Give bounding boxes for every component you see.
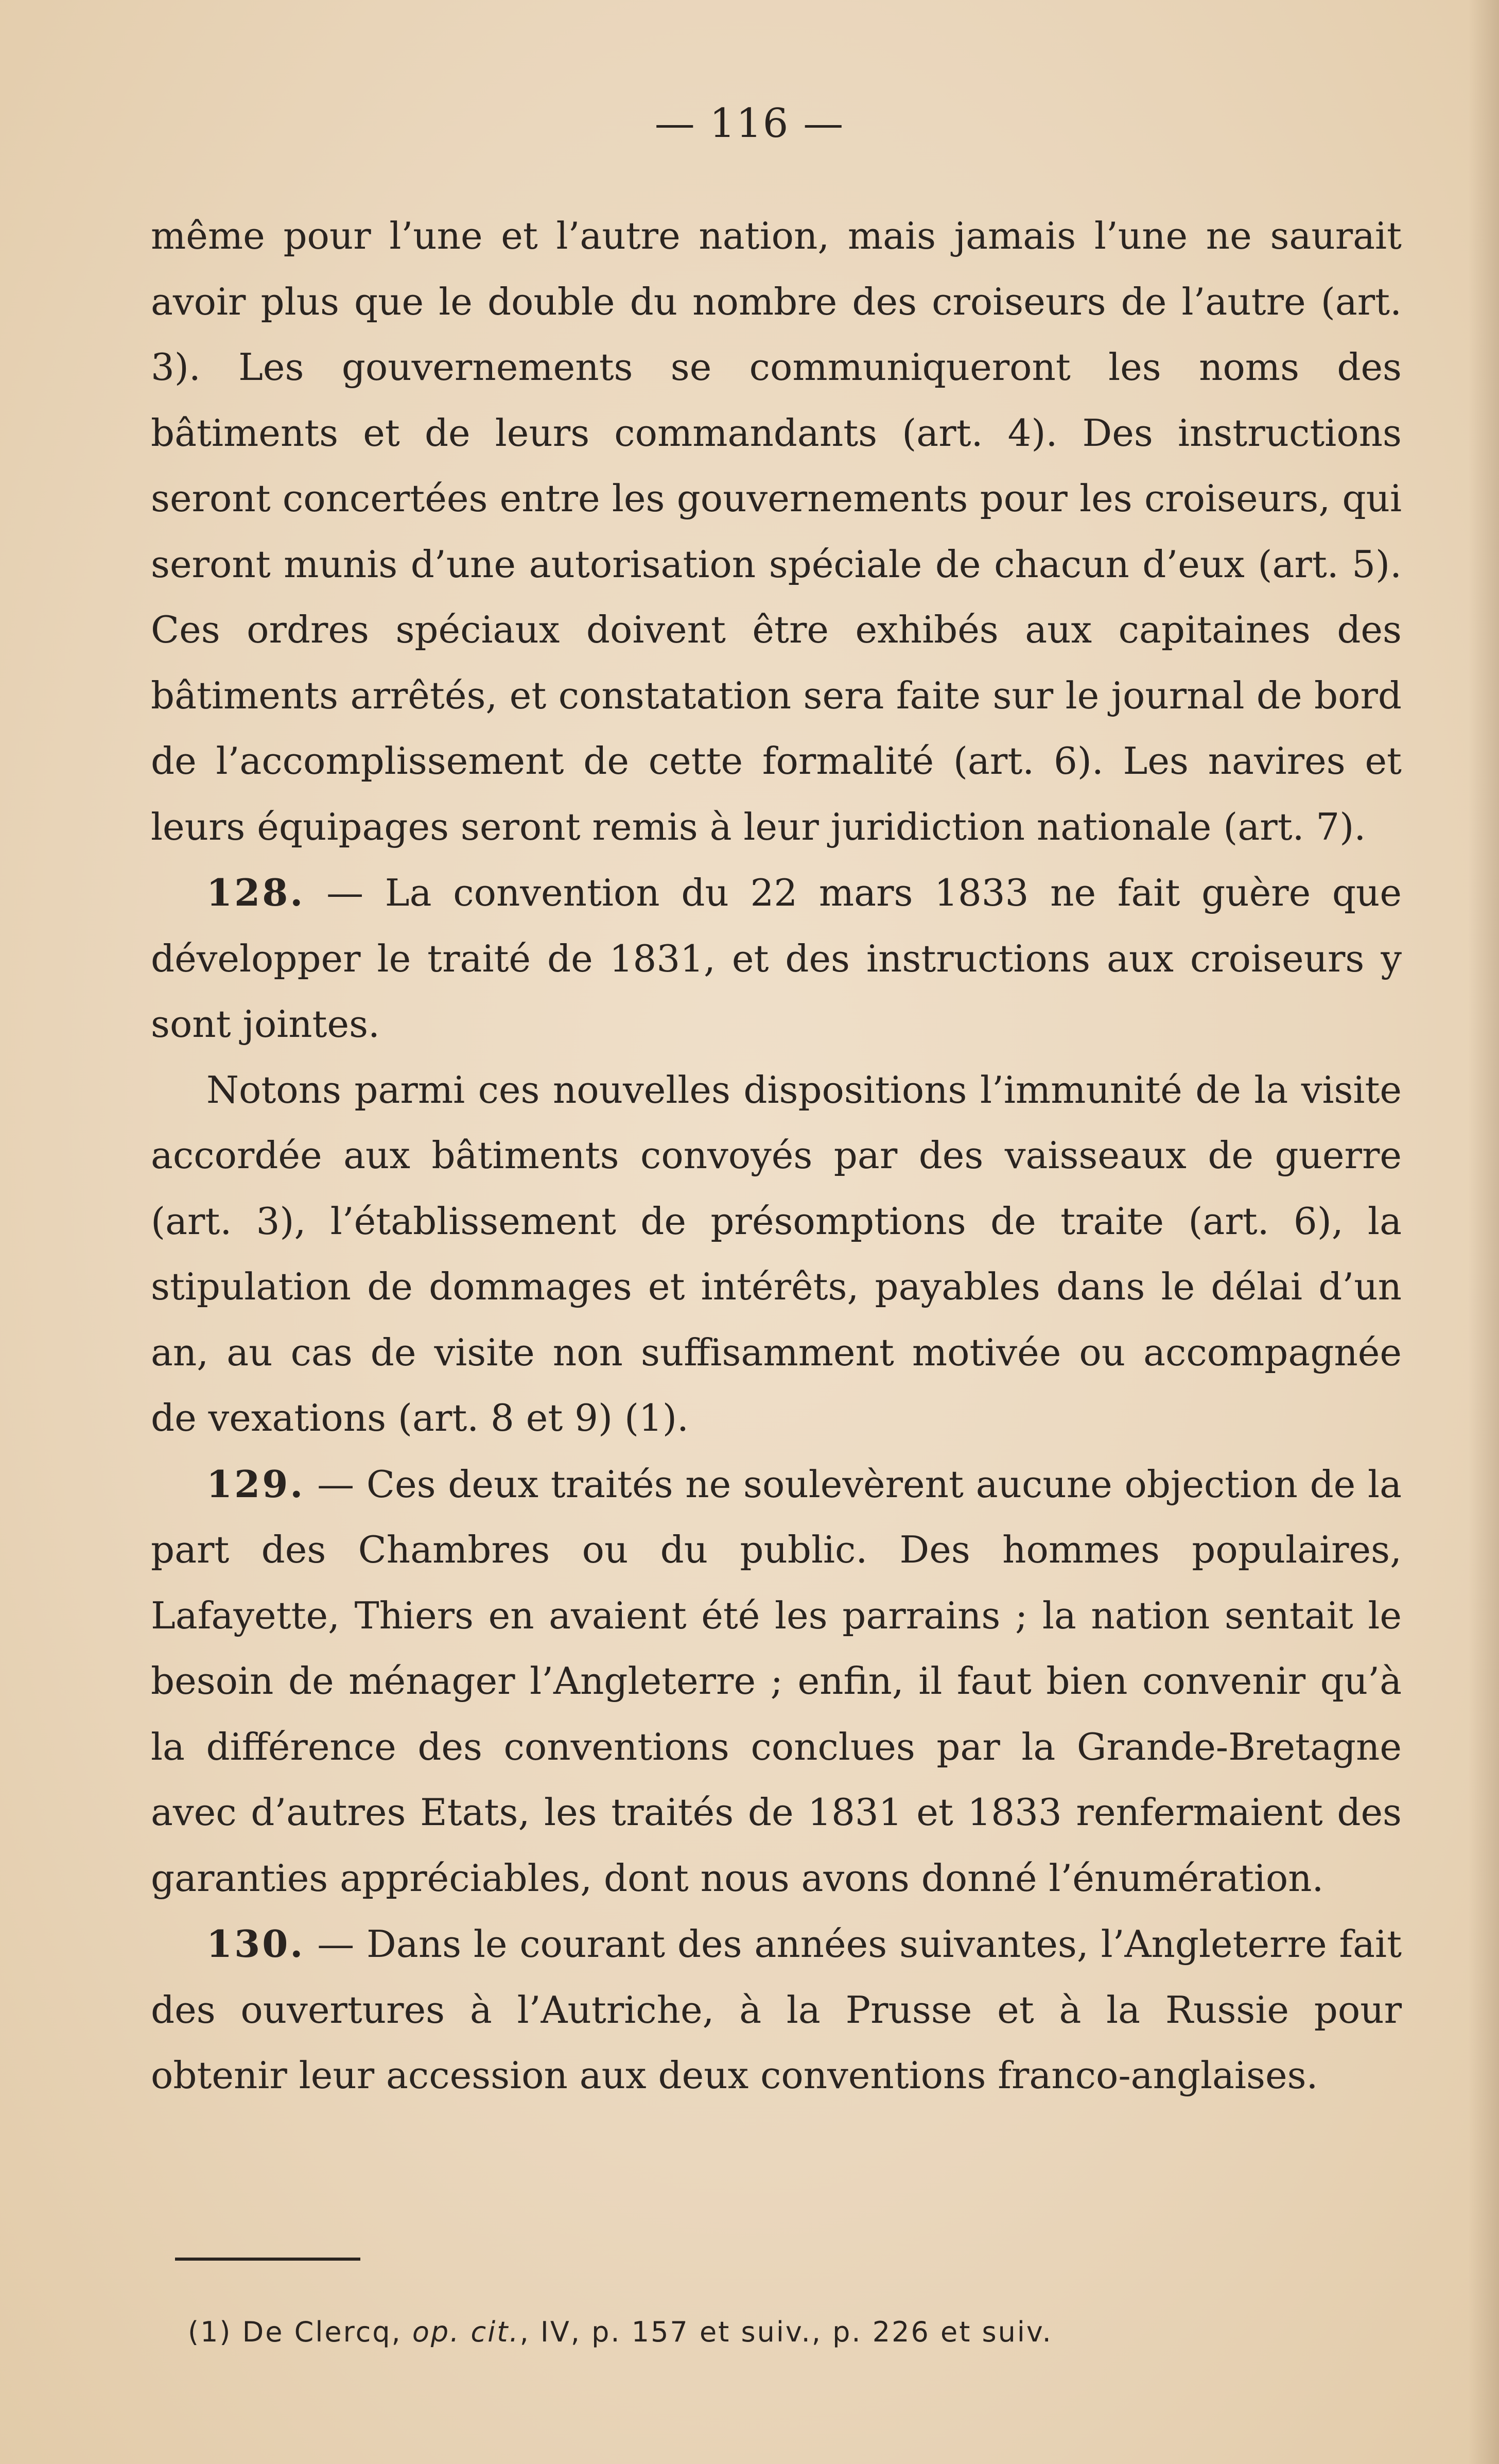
paragraph-text: même pour l’une et l’autre nation, mais jamais l’une ne saurait avoir plus que le double du nombre des croiseurs de l’autre (art. 3). Les gouvernements se communiqueront les noms des bâtiments et de leurs commandants (art. 4). Des instructions seront concertées entre les gouvernements pour les croiseurs, qui seront munis d’une autorisation spéciale de chacun d’eux (art. 5). Ces ordres spéciaux doivent être exhibés aux capitaines des bâtiments arrêtés, et constatation sera faite sur le journal de bord de l’accomplissement de cette formalité (art. 6). Les navires et leurs équipages seront remis à leur juridiction nationale (art. 7). [151,214,1402,848]
footnote-marker: (1) [188,2316,232,2348]
paragraph-number: 128. [206,871,305,914]
paragraph-text: — Dans le courant des années suivantes, l’Angleterre fait des ouvertures à l’Autriche, à la Prusse et à la Russie pour obtenir leur accession aux deux conventions franco-anglaises. [151,1922,1402,2097]
paragraph-129 [151,1451,1402,1912]
paragraph-text: — Ces deux traités ne soulevèrent aucune objection de la part des Chambres ou du public. Des hommes populaires, Lafayette, Thiers en avaient été les parrains ; la nation sentait le besoin de ménager l’Angleterre ; enfin, il faut bien convenir qu’à la différence des conventions conclues par la Grande-Bretagne avec d’autres Etats, les traités de 1831 et 1833 renfermaient des garanties appréciables, dont nous avons donné l’énumération. [151,1462,1402,1900]
footnote-divider [175,2258,360,2261]
body-text [151,203,1402,2109]
page-edge-shadow [1468,0,1499,2464]
footnote [188,2314,1372,2350]
footnote-author: De Clercq, [232,2316,412,2348]
paragraph-number: 129. [206,1462,305,1506]
paragraph-128 [151,860,1402,1057]
paragraph-notons [151,1057,1402,1451]
paragraph-number: 130. [206,1922,305,1966]
paragraph-130 [151,1911,1402,2109]
paragraph-text: — La convention du 22 mars 1833 ne fait guère que développer le traité de 1831, et des instructions aux croiseurs y sont jointes. [151,871,1402,1046]
paragraph-text: Notons parmi ces nouvelles dispositions l’immunité de la visite accordée aux bâtiments convoyés par des vaisseaux de guerre (art. 3), l’établissement de présomptions de traite (art. 6), la stipulation de dommages et intérêts, payables dans le délai d’un an, au cas de visite non suffisamment motivée ou accompagnée de vexations (art. 8 et 9) (1). [151,1068,1402,1439]
paragraph-continuation [151,203,1402,860]
footnote-reference: , IV, p. 157 et suiv., p. 226 et suiv. [519,2316,1053,2348]
footnote-citation: op. cit. [412,2316,520,2348]
page-number: — 116 — [654,100,845,147]
